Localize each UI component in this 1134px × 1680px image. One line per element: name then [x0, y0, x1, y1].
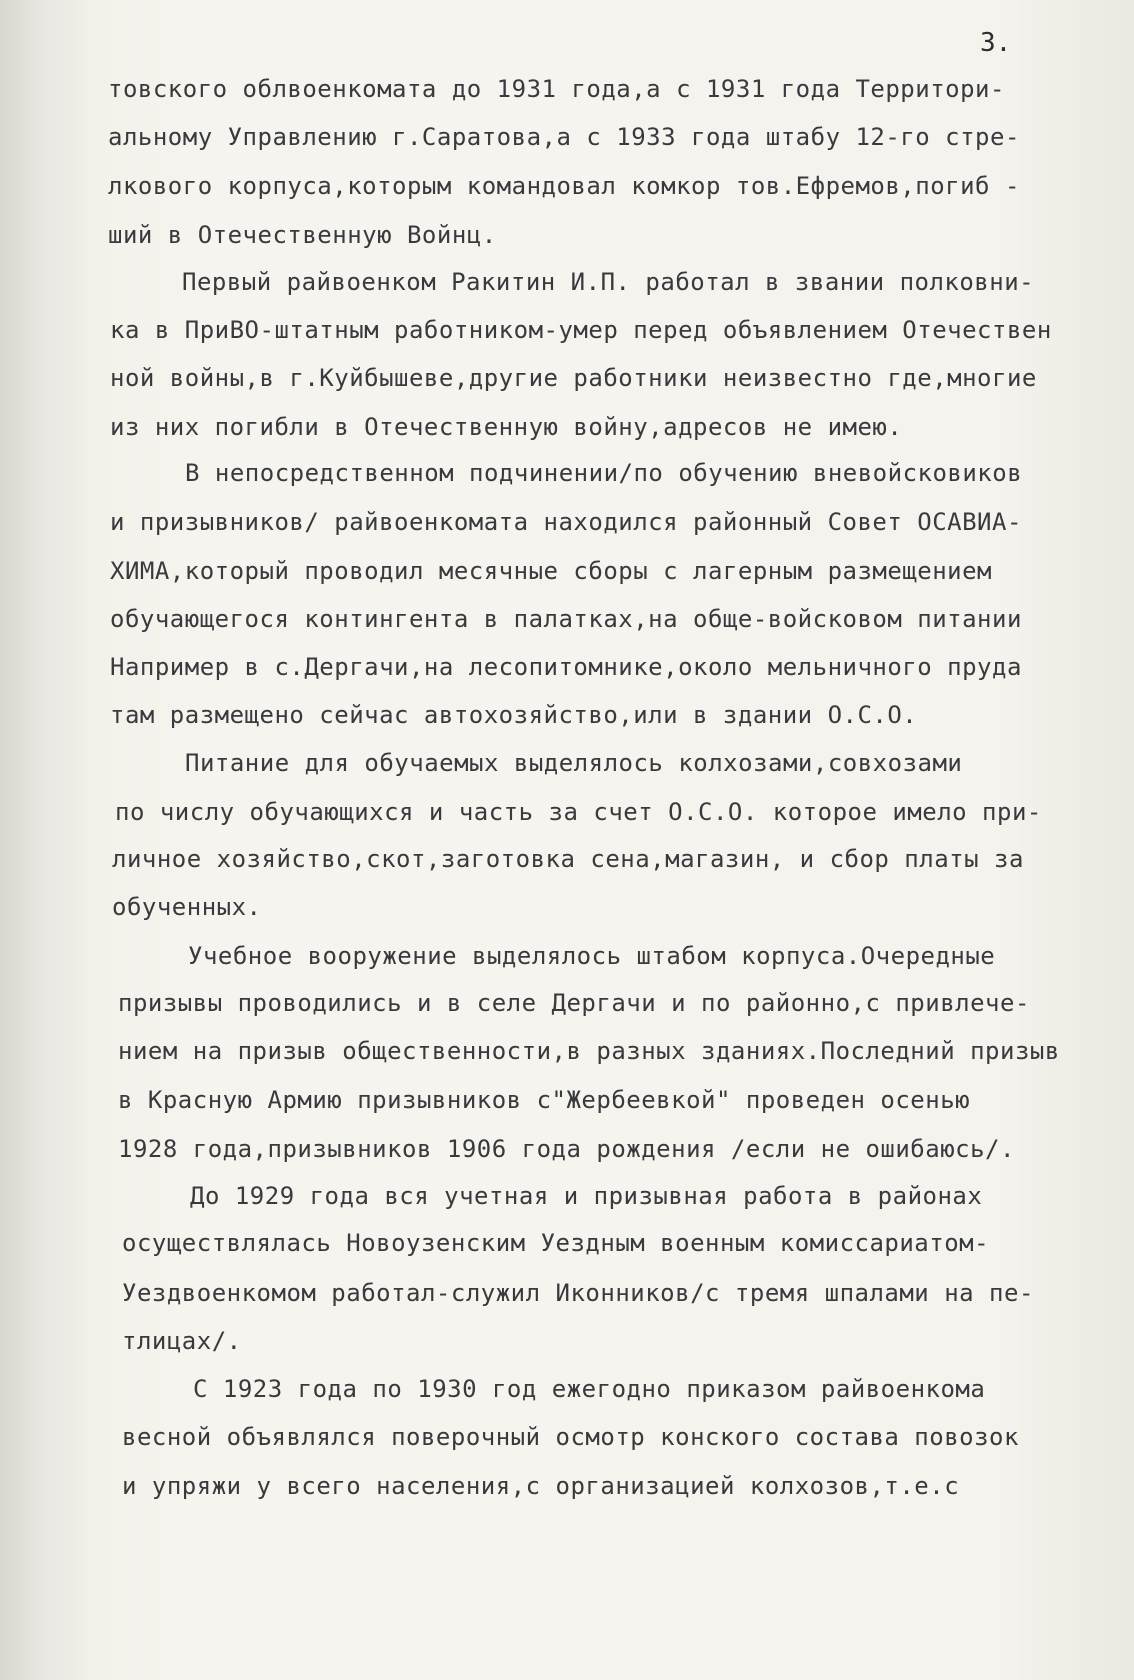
- text-line: Питание для обучаемых выделялось колхозами,совхозами: [185, 749, 963, 777]
- text-line: нием на призыв общественности,в разных зданиях.Последний призыв: [118, 1037, 1060, 1065]
- text-line: ший в Отечественную Войнц.: [108, 221, 497, 249]
- text-line: товского облвоенкомата до 1931 года,а с 1931 года Территори-: [108, 75, 1005, 103]
- text-line: Первый райвоенком Ракитин И.П. работал в звании полковни-: [182, 268, 1035, 296]
- text-line: лкового корпуса,которым командовал комкор тов.Ефремов,погиб -: [108, 172, 1020, 200]
- text-line: ХИМА,который проводил месячные сборы с лагерным размещением: [110, 557, 993, 585]
- text-line: осуществлялась Новоузенским Уездным военным комиссариатом-: [122, 1229, 990, 1257]
- text-line: тлицах/.: [122, 1327, 242, 1355]
- text-line: Уездвоенкомом работал-служил Иконников/с тремя шпалами на пе-: [122, 1279, 1034, 1307]
- text-line: в Красную Армию призывников с"Жербеевкой" проведен осенью: [118, 1086, 971, 1114]
- text-line: альному Управлению г.Саратова,а с 1933 года штабу 12-го стре-: [108, 123, 1020, 151]
- text-line: обучающегося контингента в палатках,на обще-войсковом питании: [110, 605, 1022, 633]
- text-line: из них погибли в Отечественную войну,адресов не имею.: [110, 413, 903, 441]
- text-line: и призывников/ райвоенкомата находился районный Совет ОСАВИА-: [110, 508, 1022, 536]
- text-line: 1928 года,призывников 1906 года рождения /если не ошибаюсь/.: [118, 1135, 1015, 1163]
- text-line: Учебное вооружение выделялось штабом корпуса.Очередные: [188, 942, 996, 970]
- text-line: ка в ПриВО-штатным работником-умер перед объявлением Отечествен: [110, 316, 1052, 344]
- text-line: ной войны,в г.Куйбышеве,другие работники неизвестно где,многие: [110, 364, 1037, 392]
- text-line: и упряжи у всего населения,с организацией колхозов,т.е.с: [122, 1472, 960, 1500]
- text-line: обученных.: [112, 893, 262, 921]
- text-line: До 1929 года вся учетная и призывная работа в районах: [190, 1182, 983, 1210]
- text-line: В непосредственном подчинении/по обучению вневойсковиков: [185, 459, 1023, 487]
- text-line: призывы проводились и в селе Дергачи и по районно,с привлече-: [118, 989, 1030, 1017]
- page-number: 3.: [980, 28, 1012, 58]
- text-line: по числу обучающихся и часть за счет О.С.О. которое имело при-: [115, 798, 1042, 826]
- text-line: личное хозяйство,скот,заготовка сена,магазин, и сбор платы за: [112, 845, 1024, 873]
- text-line: С 1923 года по 1930 год ежегодно приказом райвоенкома: [193, 1375, 986, 1403]
- text-line: Например в с.Дергачи,на лесопитомнике,около мельничного пруда: [110, 653, 1022, 681]
- text-line: весной объявлялся поверочный осмотр конского состава повозок: [122, 1423, 1019, 1451]
- text-line: там размещено сейчас автохозяйство,или в здании О.С.О.: [110, 701, 918, 729]
